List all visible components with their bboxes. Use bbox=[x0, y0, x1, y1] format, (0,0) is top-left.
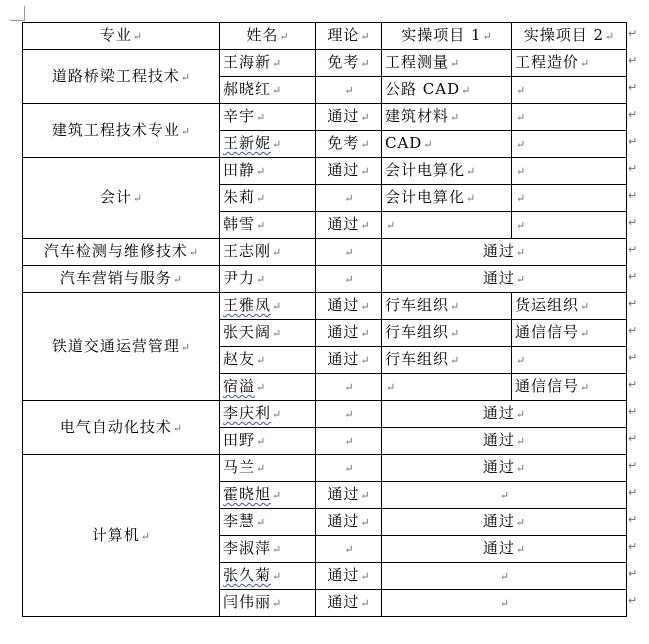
project-1-result bbox=[382, 50, 512, 77]
paragraph-mark: ↵ bbox=[272, 489, 282, 502]
paragraph-mark: ↵ bbox=[180, 340, 191, 354]
project-2-result bbox=[512, 104, 627, 131]
student-name-text: 王海新 bbox=[223, 53, 272, 71]
row-end-mark: ↵ bbox=[628, 324, 638, 337]
project-2-result bbox=[512, 131, 627, 158]
student-name bbox=[220, 266, 316, 293]
major-cell-text: 电气自动化技术 bbox=[59, 417, 172, 436]
paragraph-mark: ↵ bbox=[360, 219, 370, 232]
paragraph-mark: ↵ bbox=[386, 219, 396, 232]
row-end-mark: ↵ bbox=[628, 108, 638, 121]
student-name bbox=[220, 455, 316, 482]
paragraph-mark: ↵ bbox=[516, 138, 526, 151]
project-1-result-text: 会计电算化 bbox=[385, 161, 466, 179]
header-row bbox=[23, 23, 627, 50]
student-name bbox=[220, 563, 316, 590]
row-end-mark: ↵ bbox=[628, 216, 638, 229]
practice-result-text: 通过 bbox=[482, 539, 515, 557]
paragraph-mark: ↵ bbox=[272, 543, 282, 556]
paragraph-mark: ↵ bbox=[580, 57, 590, 70]
row-end-mark: ↵ bbox=[628, 513, 638, 526]
project-2-result-text: 通信信号 bbox=[515, 377, 580, 395]
table-row bbox=[23, 293, 627, 320]
major-cell bbox=[23, 266, 220, 293]
theory-result-text: 通过 bbox=[327, 323, 360, 341]
paragraph-mark: ↵ bbox=[344, 543, 354, 556]
paragraph-mark: ↵ bbox=[360, 138, 370, 151]
paragraph-mark: ↵ bbox=[256, 273, 266, 286]
student-name-text: 李慧 bbox=[223, 512, 256, 530]
paragraph-mark: ↵ bbox=[580, 300, 590, 313]
paragraph-mark: ↵ bbox=[386, 381, 396, 394]
major-cell bbox=[23, 293, 220, 401]
major-cell-text: 汽车检测与维修技术 bbox=[43, 242, 188, 260]
project-2-result-text: 通信信号 bbox=[515, 323, 580, 341]
row-end-mark: ↵ bbox=[628, 459, 638, 472]
practice-result bbox=[382, 239, 627, 266]
paragraph-mark: ↵ bbox=[272, 84, 282, 97]
paragraph-mark: ↵ bbox=[516, 219, 526, 232]
paragraph-mark: ↵ bbox=[272, 57, 282, 70]
row-end-mark: ↵ bbox=[628, 243, 638, 256]
paragraph-mark: ↵ bbox=[466, 192, 476, 205]
project-1-result-text: 行车组织 bbox=[385, 323, 450, 341]
student-name-text: 赵友 bbox=[223, 350, 256, 368]
paragraph-mark: ↵ bbox=[450, 57, 460, 70]
practice-result-text: 通过 bbox=[482, 404, 515, 422]
paragraph-mark: ↵ bbox=[360, 570, 370, 583]
project-2-result-text: 货运组织 bbox=[515, 296, 580, 314]
row-end-mark: ↵ bbox=[628, 27, 638, 40]
project-2-result bbox=[512, 158, 627, 185]
project-2-result bbox=[512, 347, 627, 374]
project-1-result bbox=[382, 320, 512, 347]
theory-result bbox=[316, 482, 382, 509]
student-name bbox=[220, 131, 316, 158]
practice-result bbox=[382, 455, 627, 482]
theory-result-text: 通过 bbox=[327, 350, 360, 368]
project-1-result-text: 建筑材料 bbox=[385, 107, 450, 125]
paragraph-mark: ↵ bbox=[360, 354, 370, 367]
practice-result bbox=[382, 266, 627, 293]
student-name-text: 田野 bbox=[223, 431, 256, 449]
paragraph-mark: ↵ bbox=[272, 246, 282, 259]
paragraph-mark: ↵ bbox=[580, 327, 590, 340]
paragraph-mark: ↵ bbox=[344, 381, 354, 394]
theory-result bbox=[316, 212, 382, 239]
project-2-result bbox=[512, 374, 627, 401]
header-major: 专业↵ bbox=[23, 23, 220, 50]
paragraph-mark: ↵ bbox=[461, 84, 471, 97]
row-end-mark: ↵ bbox=[628, 567, 638, 580]
practice-result bbox=[382, 428, 627, 455]
row-end-mark: ↵ bbox=[628, 351, 638, 364]
major-cell bbox=[23, 104, 220, 158]
project-2-result bbox=[512, 320, 627, 347]
project-1-result bbox=[382, 131, 512, 158]
paragraph-mark: ↵ bbox=[172, 273, 183, 286]
paragraph-mark: ↵ bbox=[272, 597, 282, 610]
student-name bbox=[220, 158, 316, 185]
theory-result-text: 通过 bbox=[327, 161, 360, 179]
header-project-1: 实操项目 1↵ bbox=[382, 23, 512, 50]
student-name-text: 张天阔 bbox=[223, 323, 272, 341]
student-name bbox=[220, 212, 316, 239]
major-cell-text: 铁道交通运营管理 bbox=[51, 336, 180, 355]
paragraph-mark: ↵ bbox=[360, 165, 370, 178]
project-1-result-text: 公路 CAD bbox=[385, 80, 461, 98]
paragraph-mark: ↵ bbox=[256, 435, 266, 448]
table-row bbox=[23, 239, 627, 266]
paragraph-mark: ↵ bbox=[515, 516, 526, 529]
theory-result bbox=[316, 77, 382, 104]
theory-result bbox=[316, 509, 382, 536]
row-end-mark: ↵ bbox=[628, 594, 638, 607]
paragraph-mark: ↵ bbox=[360, 489, 370, 502]
paragraph-mark: ↵ bbox=[450, 300, 460, 313]
paragraph-mark: ↵ bbox=[256, 192, 266, 205]
project-1-result-text: CAD bbox=[385, 134, 423, 152]
student-name bbox=[220, 50, 316, 77]
student-name-text: 田静 bbox=[223, 161, 256, 179]
table-row bbox=[23, 455, 627, 482]
paragraph-mark: ↵ bbox=[256, 354, 266, 367]
major-cell bbox=[23, 401, 220, 455]
project-1-result-text: 工程测量 bbox=[385, 53, 450, 71]
student-name bbox=[220, 401, 316, 428]
paragraph-mark: ↵ bbox=[360, 57, 370, 70]
row-end-mark: ↵ bbox=[628, 189, 638, 202]
practice-result bbox=[382, 482, 627, 509]
project-1-result bbox=[382, 293, 512, 320]
paragraph-mark: ↵ bbox=[423, 138, 433, 151]
paragraph-mark: ↵ bbox=[360, 516, 370, 529]
row-end-mark: ↵ bbox=[628, 162, 638, 175]
paragraph-mark: ↵ bbox=[188, 246, 199, 259]
student-name bbox=[220, 509, 316, 536]
theory-result bbox=[316, 293, 382, 320]
practice-result bbox=[382, 509, 627, 536]
paragraph-mark: ↵ bbox=[272, 138, 282, 151]
project-1-result bbox=[382, 104, 512, 131]
student-name-text: 辛宇 bbox=[223, 107, 256, 125]
paragraph-mark: ↵ bbox=[515, 273, 526, 286]
paragraph-mark: ↵ bbox=[360, 300, 370, 313]
row-end-mark: ↵ bbox=[628, 432, 638, 445]
student-name-text: 张久菊 bbox=[223, 566, 272, 584]
major-cell-text: 计算机 bbox=[91, 525, 140, 544]
student-name bbox=[220, 320, 316, 347]
student-name-text: 闫伟丽 bbox=[223, 593, 272, 611]
major-cell-text: 会计 bbox=[99, 188, 132, 206]
paragraph-mark: ↵ bbox=[180, 70, 191, 84]
paragraph-mark: ↵ bbox=[256, 381, 266, 394]
paragraph-mark: ↵ bbox=[256, 219, 266, 232]
paragraph-mark: ↵ bbox=[466, 165, 476, 178]
theory-result bbox=[316, 455, 382, 482]
student-name bbox=[220, 239, 316, 266]
theory-result-text: 通过 bbox=[327, 566, 360, 584]
student-name bbox=[220, 185, 316, 212]
paragraph-mark: ↵ bbox=[499, 489, 510, 502]
project-1-result bbox=[382, 185, 512, 212]
paragraph-mark: ↵ bbox=[344, 84, 354, 97]
table-row bbox=[23, 104, 627, 131]
project-2-result bbox=[512, 50, 627, 77]
table-row bbox=[23, 50, 627, 77]
paragraph-mark: ↵ bbox=[180, 124, 191, 138]
theory-result bbox=[316, 185, 382, 212]
practice-result-text: 通过 bbox=[482, 512, 515, 530]
student-name bbox=[220, 590, 316, 617]
theory-result-text: 通过 bbox=[327, 296, 360, 314]
paragraph-mark: ↵ bbox=[272, 300, 282, 313]
paragraph-mark: ↵ bbox=[360, 111, 370, 124]
paragraph-mark: ↵ bbox=[256, 462, 266, 475]
paragraph-mark: ↵ bbox=[272, 327, 282, 340]
theory-result bbox=[316, 266, 382, 293]
student-name-text: 李淑萍 bbox=[223, 539, 272, 557]
paragraph-mark: ↵ bbox=[499, 570, 510, 583]
student-name bbox=[220, 482, 316, 509]
paragraph-mark: ↵ bbox=[450, 111, 460, 124]
student-name bbox=[220, 374, 316, 401]
exam-results-table bbox=[22, 22, 627, 617]
theory-result-text: 通过 bbox=[327, 485, 360, 503]
project-1-result-text: 会计电算化 bbox=[385, 188, 466, 206]
practice-result-text: 通过 bbox=[482, 431, 515, 449]
theory-result bbox=[316, 563, 382, 590]
major-cell-text: 道路桥梁工程技术 bbox=[51, 66, 180, 85]
paragraph-mark: ↵ bbox=[515, 462, 526, 475]
paragraph-mark: ↵ bbox=[344, 462, 354, 475]
practice-result bbox=[382, 563, 627, 590]
major-cell bbox=[23, 50, 220, 104]
practice-result-text: 通过 bbox=[482, 242, 515, 260]
student-name-text: 王新妮 bbox=[223, 134, 272, 152]
paragraph-mark: ↵ bbox=[499, 597, 510, 610]
student-name-text: 郝晓红 bbox=[223, 80, 272, 98]
practice-result-text: 通过 bbox=[482, 269, 515, 287]
paragraph-mark: ↵ bbox=[515, 435, 526, 448]
student-name-text: 王雅凤 bbox=[223, 296, 272, 314]
theory-result bbox=[316, 347, 382, 374]
student-name-text: 霍晓旭 bbox=[223, 485, 272, 503]
theory-result bbox=[316, 158, 382, 185]
theory-result-text: 通过 bbox=[327, 512, 360, 530]
student-name bbox=[220, 104, 316, 131]
project-1-result bbox=[382, 347, 512, 374]
row-end-mark: ↵ bbox=[628, 540, 638, 553]
paragraph-mark: ↵ bbox=[256, 516, 266, 529]
project-2-result bbox=[512, 212, 627, 239]
theory-result-text: 通过 bbox=[327, 107, 360, 125]
paragraph-mark: ↵ bbox=[256, 111, 266, 124]
student-name bbox=[220, 77, 316, 104]
theory-result-text: 免考 bbox=[327, 53, 360, 71]
project-1-result-text: 行车组织 bbox=[385, 296, 450, 314]
paragraph-mark: ↵ bbox=[360, 327, 370, 340]
project-1-result-text: 行车组织 bbox=[385, 350, 450, 368]
theory-result bbox=[316, 401, 382, 428]
major-cell-text: 汽车营销与服务 bbox=[59, 269, 172, 287]
student-name-text: 朱莉 bbox=[223, 188, 256, 206]
theory-result bbox=[316, 239, 382, 266]
paragraph-mark: ↵ bbox=[515, 543, 526, 556]
paragraph-mark: ↵ bbox=[515, 246, 526, 259]
theory-result bbox=[316, 374, 382, 401]
theory-result bbox=[316, 590, 382, 617]
paragraph-mark: ↵ bbox=[344, 408, 354, 421]
paragraph-mark: ↵ bbox=[344, 435, 354, 448]
paragraph-mark: ↵ bbox=[172, 421, 183, 435]
table-row bbox=[23, 158, 627, 185]
row-end-mark: ↵ bbox=[628, 81, 638, 94]
row-end-mark: ↵ bbox=[628, 405, 638, 418]
paragraph-mark: ↵ bbox=[272, 408, 282, 421]
paragraph-mark: ↵ bbox=[580, 381, 590, 394]
student-name-text: 李庆利 bbox=[223, 404, 272, 422]
page-corner-mark bbox=[10, 6, 25, 21]
table-row bbox=[23, 266, 627, 293]
project-1-result bbox=[382, 158, 512, 185]
paragraph-mark: ↵ bbox=[360, 597, 370, 610]
student-name-text: 韩雪 bbox=[223, 215, 256, 233]
theory-result-text: 通过 bbox=[327, 593, 360, 611]
student-name bbox=[220, 536, 316, 563]
paragraph-mark: ↵ bbox=[256, 165, 266, 178]
project-2-result bbox=[512, 185, 627, 212]
student-name bbox=[220, 293, 316, 320]
row-end-mark: ↵ bbox=[628, 378, 638, 391]
theory-result bbox=[316, 428, 382, 455]
major-cell bbox=[23, 239, 220, 266]
row-end-mark: ↵ bbox=[628, 135, 638, 148]
practice-result bbox=[382, 401, 627, 428]
student-name-text: 尹力 bbox=[223, 269, 256, 287]
practice-result bbox=[382, 590, 627, 617]
theory-result bbox=[316, 536, 382, 563]
paragraph-mark: ↵ bbox=[344, 246, 354, 259]
project-1-result bbox=[382, 77, 512, 104]
student-name bbox=[220, 428, 316, 455]
row-end-mark: ↵ bbox=[628, 54, 638, 67]
paragraph-mark: ↵ bbox=[450, 327, 460, 340]
project-2-result bbox=[512, 293, 627, 320]
project-1-result bbox=[382, 212, 512, 239]
paragraph-mark: ↵ bbox=[516, 354, 526, 367]
theory-result bbox=[316, 320, 382, 347]
paragraph-mark: ↵ bbox=[516, 111, 526, 124]
paragraph-mark: ↵ bbox=[516, 192, 526, 205]
paragraph-mark: ↵ bbox=[515, 408, 526, 421]
theory-result bbox=[316, 131, 382, 158]
paragraph-mark: ↵ bbox=[516, 84, 526, 97]
major-cell bbox=[23, 158, 220, 239]
theory-result bbox=[316, 104, 382, 131]
row-end-mark: ↵ bbox=[628, 270, 638, 283]
paragraph-mark: ↵ bbox=[344, 273, 354, 286]
student-name-text: 马兰 bbox=[223, 458, 256, 476]
table-row bbox=[23, 401, 627, 428]
header-theory: 理论↵ bbox=[316, 23, 382, 50]
student-name-text: 王志刚 bbox=[223, 242, 272, 260]
theory-result-text: 免考 bbox=[327, 134, 360, 152]
theory-result bbox=[316, 50, 382, 77]
practice-result bbox=[382, 536, 627, 563]
project-1-result bbox=[382, 374, 512, 401]
paragraph-mark: ↵ bbox=[272, 570, 282, 583]
row-end-mark: ↵ bbox=[628, 486, 638, 499]
row-end-mark: ↵ bbox=[628, 297, 638, 310]
major-cell bbox=[23, 455, 220, 617]
major-cell-text: 建筑工程技术专业 bbox=[51, 120, 180, 139]
paragraph-mark: ↵ bbox=[516, 165, 526, 178]
header-name: 姓名↵ bbox=[220, 23, 316, 50]
project-2-result bbox=[512, 77, 627, 104]
student-name bbox=[220, 347, 316, 374]
paragraph-mark: ↵ bbox=[344, 192, 354, 205]
header-project-2: 实操项目 2↵ bbox=[512, 23, 627, 50]
project-2-result-text: 工程造价 bbox=[515, 53, 580, 71]
paragraph-mark: ↵ bbox=[132, 192, 143, 205]
student-name-text: 宿溢 bbox=[223, 377, 256, 395]
paragraph-mark: ↵ bbox=[450, 354, 460, 367]
paragraph-mark: ↵ bbox=[140, 529, 151, 543]
practice-result-text: 通过 bbox=[482, 458, 515, 476]
theory-result-text: 通过 bbox=[327, 215, 360, 233]
